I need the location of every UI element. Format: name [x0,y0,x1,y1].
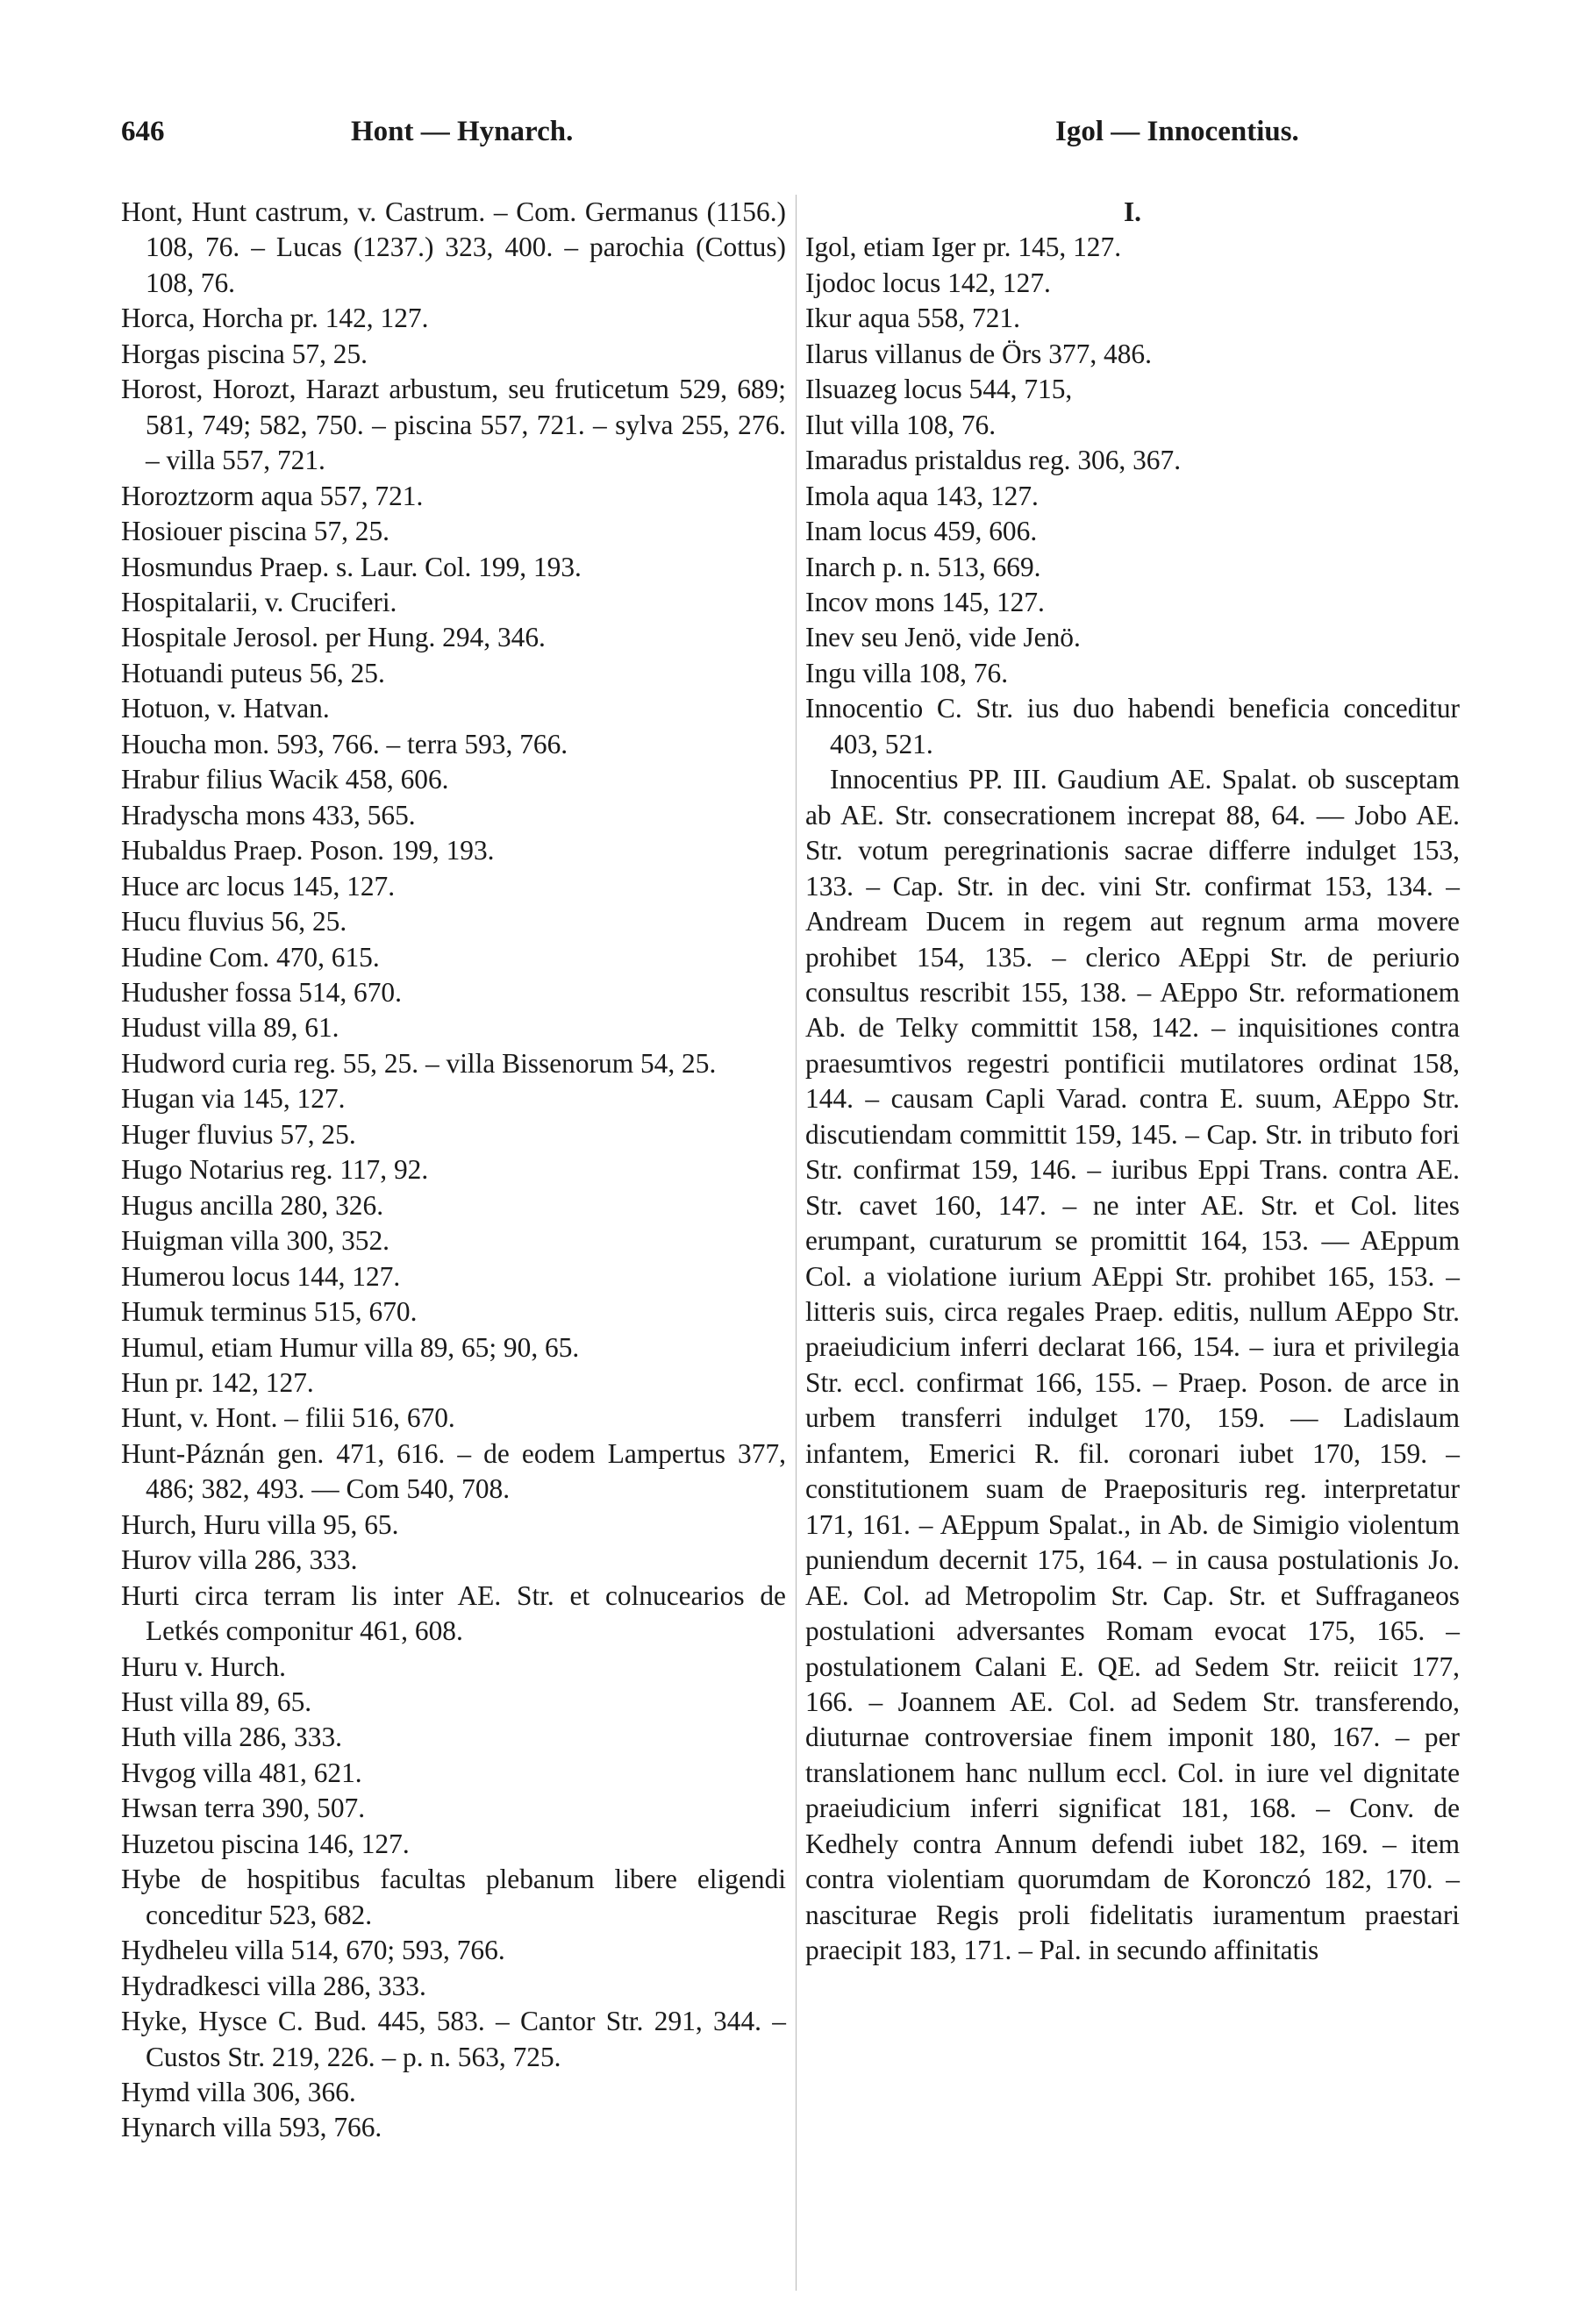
index-entry: Hudust villa 89, 61. [121,1012,339,1044]
index-entry: Hospitale Jerosol. per Hung. 294, 346. [121,622,546,653]
index-entry: Hucu fluvius 56, 25. [121,906,347,937]
index-entry: Hotuon, v. Hatvan. [121,693,330,724]
index-entry: Hvgog villa 481, 621. [121,1757,362,1788]
index-entry: Hyke, Hysce C. Bud. 445, 583. – Cantor Str. 291, 344. – Custos Str. 219, 226. – p. n. 563, 725. [121,2006,786,2072]
index-entry: Hotuandi puteus 56, 25. [121,657,385,688]
index-entry: Hosmundus Praep. s. Laur. Col. 199, 193. [121,551,582,582]
left-column [121,195,786,2146]
index-entry: Ilsuazeg locus 544, 715, [805,374,1073,405]
index-entry: Hubaldus Praep. Poson. 199, 193. [121,835,495,866]
index-entry: Imaradus pristaldus reg. 306, 367. [805,445,1182,476]
index-entry: Hybe de hospitibus facultas plebanum libere eligendi conceditur 523, 682. [121,1864,786,1930]
index-entry: Humerou locus 144, 127. [121,1260,401,1292]
index-entry-innocentius: Innocentius PP. III. Gaudium AE. Spalat. ob susceptam ab AE. Str. consecrationem increpat 88, 64. — Jobo AE. Str. votum peregrinationis sacrae differre indulget 153, 133. – Cap. Str. in dec. vini Str. confirmat 153, 134. – Andream Ducem in regem aut regnum arma movere prohibet 154, 135. – clerico AEppi Str. de periurio consultus rescribit 155, 138. – AEppo Str. reformationem Ab. de Telky committit 158, 142. – inquisitiones contra praesumtivos regestri pontificii mutilatores ordinat 158, 144. – causam Capli Varad. contra E. suum, AEppo Str. discutiendam committit 159, 145. – Cap. Str. in tributo fori Str. confirmat 159, 146. – iuribus Eppi Trans. contra AE. Str. cavet 160, 147. – ne inter AE. Str. et Col. lites erumpant, curaturum se promittit 164, 153. — AEppum Col. a violatione iurium AEppi Str. prohibet 165, 153. – litteris suis, circa regales Praep. editis, nullum AEppo Str. praeiudicium inferri declarat 166, 154. – iura et privilegia Str. eccl. confirmat 166, 155. – Praep. Poson. de arce in urbem transferri indulget 170, 159. — Ladislaum infantem, Emerici R. fil. coronari iubet 170, 159. – constitutionem suam de Praeposituris reg. interpretatur 171, 161. – AEppum Spalat., in Ab. de Simigio violentum puniendum decernit 175, 164. – in causa postulationis Jo. AE. Col. ad Metropolim Str. Cap. Str. et Suffraganeos postulationi adversantes Romam evocat 175, 165. – postulationem Calani E. QE. ad Sedem Str. reiicit 177, 166. – Joannem AE. Col. ad Sedem Str. transferendo, diuturnae controversiae finem imponit 180, 167. – per translationem hanc nullum eccl. Col. in iure vel dignitate praeiudicium inferri significat 181, 168. – Conv. de Kedhely contra Annum defendi iubet 182, 169. – item contra violentiam quorumdam de Koronczó 182, 170. – nasciturae Regis proli fidelitatis iuramentum praestari praecipit 183, 171. – Pal. in secundo affinitatis [805,764,1460,1966]
index-entry: Huru v. Hurch. [121,1650,287,1682]
index-entry: Imola aqua 143, 127. [805,480,1039,511]
index-entry: Horca, Horcha pr. 142, 127. [121,303,429,334]
index-entry: Hugan via 145, 127. [121,1083,346,1115]
index-entry: Horost, Horozt, Harazt arbustum, seu fruticetum 529, 689; 581, 749; 582, 750. – piscina 557, 721. – sylva 255, 276. – villa 557, 721. [121,374,786,476]
index-entry: Hwsan terra 390, 507. [121,1793,366,1824]
index-entry: Incov mons 145, 127. [805,586,1045,617]
index-entry: Huth villa 286, 333. [121,1722,342,1753]
index-entry: Huigman villa 300, 352. [121,1225,390,1257]
index-entry: Igol, etiam Iger pr. 145, 127. [805,232,1122,263]
page-number: 646 [121,116,165,147]
section-letter: I. [1123,196,1142,227]
index-entry: Ingu villa 108, 76. [805,657,1009,688]
index-entry: Horgas piscina 57, 25. [121,338,368,369]
right-column [805,195,1460,1969]
column-divider [796,195,797,2291]
index-entry: Hynarch villa 593, 766. [121,2112,382,2143]
index-entry: Ijodoc locus 142, 127. [805,267,1051,298]
index-entry: Inarch p. n. 513, 669. [805,551,1041,582]
right-running-title: Igol — Innocentius. [1055,116,1299,147]
index-entry: Huger fluvius 57, 25. [121,1118,356,1150]
index-entry: Huzetou piscina 146, 127. [121,1828,410,1859]
index-entry: Inam locus 459, 606. [805,516,1038,547]
index-entry: Innocentio C. Str. ius duo habendi beneficia conceditur 403, 521. [805,693,1460,759]
index-entry: Humul, etiam Humur villa 89, 65; 90, 65. [121,1331,580,1363]
left-running-title: Hont — Hynarch. [351,116,574,147]
index-entry: Hradyscha mons 433, 565. [121,799,416,831]
running-head [121,116,1458,160]
index-entry: Hydradkesci villa 286, 333. [121,1970,426,2001]
index-entry: Horoztzorm aqua 557, 721. [121,480,424,511]
index-entry: Ikur aqua 558, 721. [805,303,1020,334]
index-entry: Hydheleu villa 514, 670; 593, 766. [121,1935,505,1966]
index-entry: Hunt, v. Hont. – filii 516, 670. [121,1402,455,1434]
index-entry: Hudword curia reg. 55, 25. – villa Bissenorum 54, 25. [121,1047,717,1079]
index-entry: Hunt-Páznán gen. 471, 616. – de eodem Lampertus 377, 486; 382, 493. — Com 540, 708. [121,1437,786,1505]
index-entry: Hugo Notarius reg. 117, 92. [121,1154,429,1186]
index-entry: Hymd villa 306, 366. [121,2077,356,2108]
index-entry: Hosiouer piscina 57, 25. [121,516,390,547]
index-entry: Hurov villa 286, 333. [121,1544,358,1576]
index-entry: Ilarus villanus de Örs 377, 486. [805,338,1152,369]
index-entry: Hudine Com. 470, 615. [121,941,380,973]
right-entries [805,230,1460,762]
index-entry: Hurch, Huru villa 95, 65. [121,1508,399,1540]
index-entry: Hurti circa terram lis inter AE. Str. et colnucearios de Letkés componitur 461, 608. [121,1579,786,1647]
index-entry: Humuk terminus 515, 670. [121,1296,418,1328]
index-entry: Hugus ancilla 280, 326. [121,1189,384,1221]
index-entry: Hont, Hunt castrum, v. Castrum. – Com. Germanus (1156.) 108, 76. – Lucas (1237.) 323, 400. – parochia (Cottus) 108, 76. [121,196,786,298]
index-entry: Inev seu Jenö, vide Jenö. [805,622,1081,653]
index-entry: Ilut villa 108, 76. [805,409,997,440]
index-entry: Hust villa 89, 65. [121,1686,312,1718]
index-entry: Hudusher fossa 514, 670. [121,976,402,1008]
index-entry: Houcha mon. 593, 766. – terra 593, 766. [121,728,568,759]
index-entry: Huce arc locus 145, 127. [121,870,396,902]
index-entry: Hrabur filius Wacik 458, 606. [121,764,449,795]
index-entry: Hun pr. 142, 127. [121,1366,314,1398]
index-entry: Hospitalarii, v. Cruciferi. [121,586,397,617]
